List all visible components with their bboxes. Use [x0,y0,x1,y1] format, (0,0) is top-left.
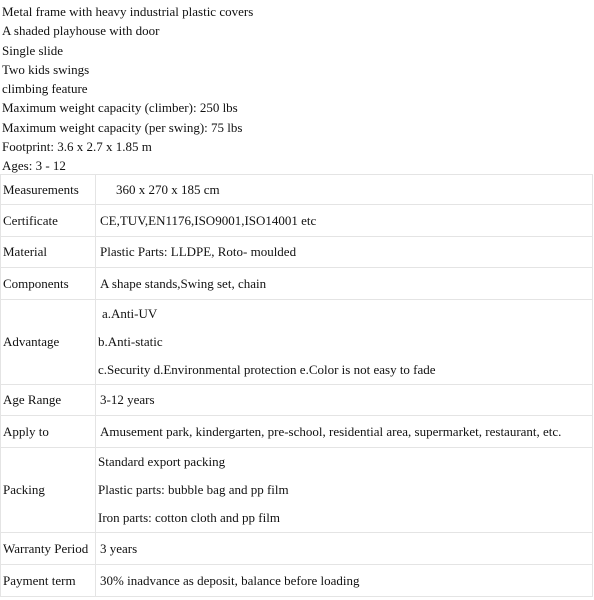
row-value: 3-12 years [96,385,593,416]
row-value: Amusement park, kindergarten, pre-school, residential area, supermarket, restaurant, etc. [96,416,593,448]
table-row-packing [1,448,593,533]
spec-table [0,174,593,597]
table-row-apply-to [1,416,593,448]
table-row-age-range [1,385,593,416]
row-label: Components [1,268,96,300]
table-row-warranty [1,533,593,565]
feature-footprint: Footprint: 3.6 x 2.7 x 1.85 m [2,139,152,155]
table-row-material [1,237,593,268]
packing-iron: Iron parts: cotton cloth and pp film [98,510,280,525]
feature-frame: Metal frame with heavy industrial plastic covers [2,4,254,19]
table-row-components [1,268,593,300]
row-label: Apply to [1,416,96,448]
row-value: 3 years [96,533,593,565]
row-value: Plastic Parts: LLDPE, Roto- moulded [96,237,593,268]
advantage-anti-static: b.Anti-static [98,334,163,349]
row-label: Advantage [1,300,96,385]
row-value: CE,TUV,EN1176,ISO9001,ISO14001 etc [96,205,593,237]
feature-capacity-climber: Maximum weight capacity (climber): 250 lbs [2,100,238,116]
packing-plastic: Plastic parts: bubble bag and pp film [98,482,289,497]
table-row-certificate [1,205,593,237]
advantage-security: c.Security d.Environmental protection e.Color is not easy to fade [98,362,436,377]
row-value: 360 x 270 x 185 cm [96,175,593,205]
feature-list [2,2,592,176]
feature-swings: Two kids swings [2,61,90,77]
packing-standard: Standard export packing [98,454,226,469]
row-value: 30% inadvance as deposit, balance before loading [96,565,593,597]
feature-playhouse: A shaded playhouse with door [2,23,160,39]
row-value [96,448,593,533]
table-row-measurements [1,175,593,205]
row-label: Measurements [1,175,96,205]
table-row-advantage [1,300,593,385]
feature-capacity-swing: Maximum weight capacity (per swing): 75 lbs [2,119,243,135]
feature-ages: Ages: 3 - 12 [2,158,66,174]
row-value [96,300,593,385]
feature-slide: Single slide [2,42,64,58]
table-row-payment [1,565,593,597]
advantage-anti-uv: a.Anti-UV [102,306,158,321]
row-value: A shape stands,Swing set, chain [96,268,593,300]
feature-climbing: climbing feature [2,81,88,97]
row-label: Age Range [1,385,96,416]
row-label: Certificate [1,205,96,237]
row-label: Packing [1,448,96,533]
row-label: Material [1,237,96,268]
row-label: Warranty Period [1,533,96,565]
row-label: Payment term [1,565,96,597]
